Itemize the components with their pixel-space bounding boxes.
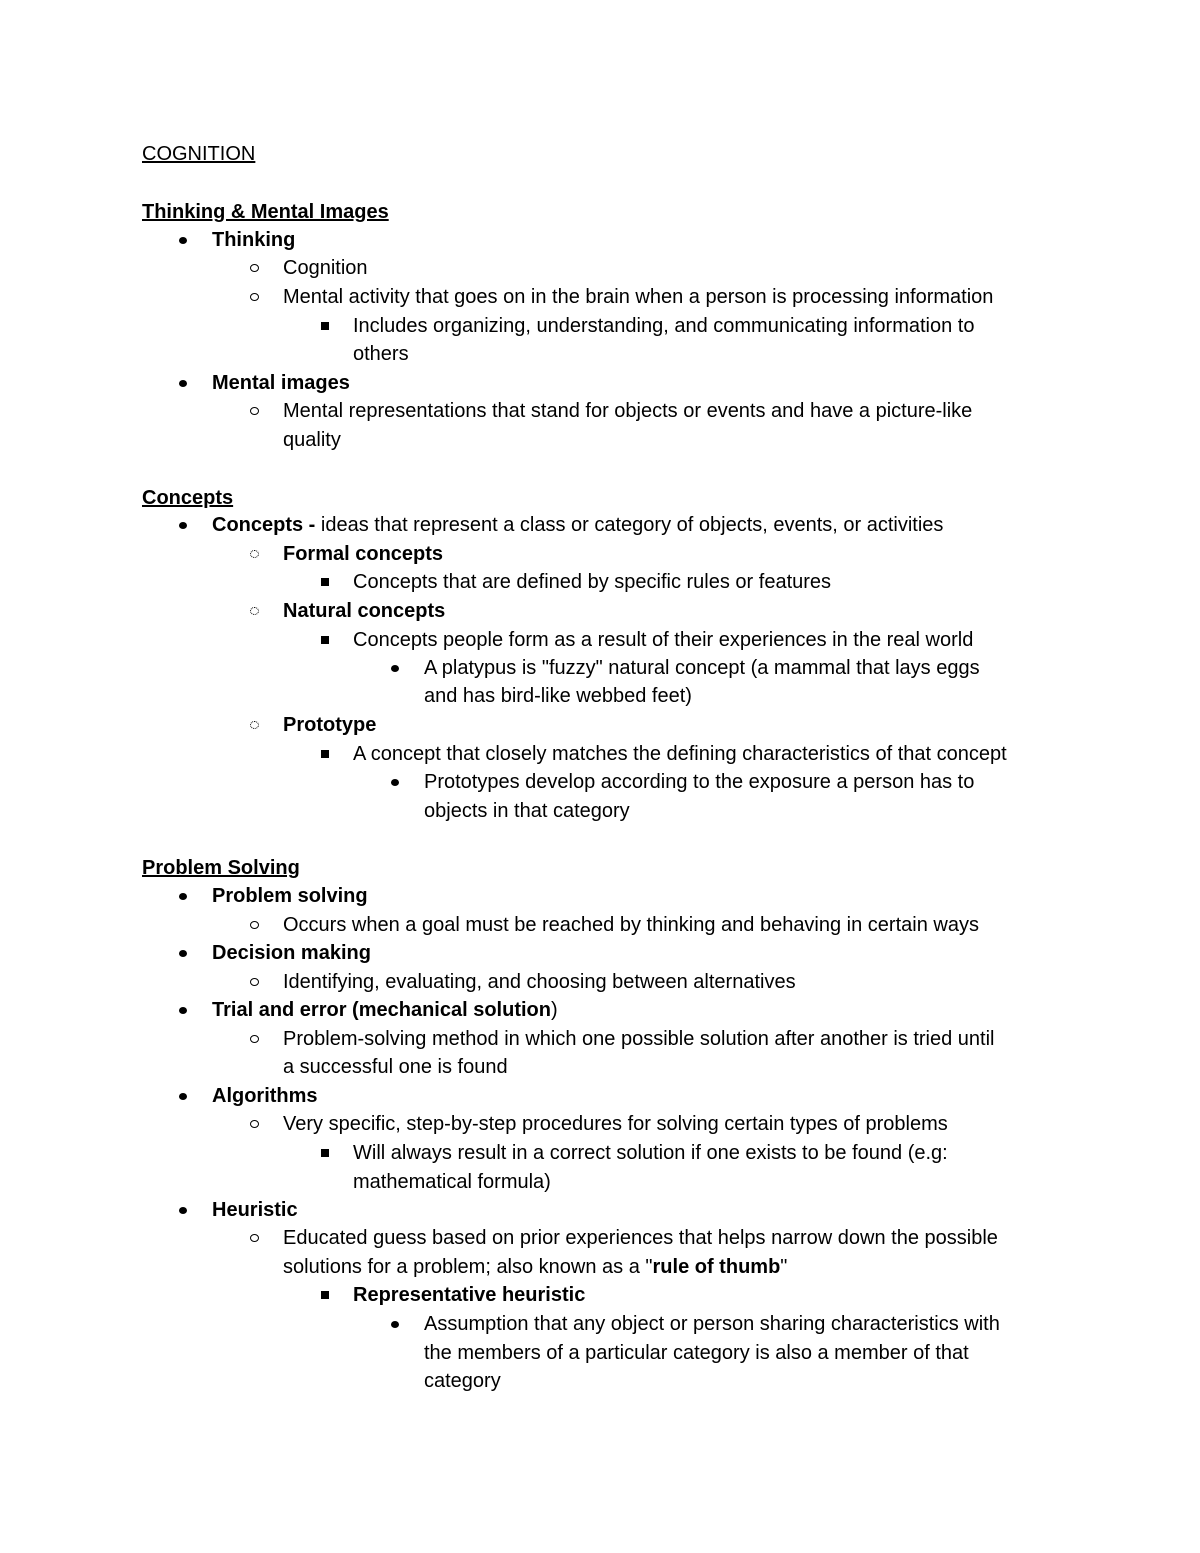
trial-and-error-def-line1: Problem-solving method in which one possible solution after another is tried until (283, 1028, 995, 1050)
term-problem-solving: Problem solving (212, 885, 368, 907)
prototype-def: A concept that closely matches the defining characteristics of that concept (353, 743, 1007, 765)
thinking-includes-line2: others (353, 343, 409, 365)
representative-def-line2: the members of a particular category is also a member of that (424, 1342, 969, 1364)
mental-images-def-line2: quality (283, 429, 341, 451)
thinking-cognition: Cognition (283, 257, 368, 279)
document-title: COGNITION (142, 143, 256, 165)
formal-concepts-def: Concepts that are defined by specific rules or features (353, 571, 832, 593)
prototype-dev-line1: Prototypes develop according to the exposure a person has to (424, 771, 975, 793)
concepts-definition (212, 511, 943, 540)
term-representative-heuristic: Representative heuristic (353, 1284, 586, 1306)
natural-concepts-def: Concepts people form as a result of their experiences in the real world (353, 629, 974, 651)
concepts-def-text: ideas that represent a class or category of objects, events, or activities (315, 514, 944, 536)
prototype-dev-line2: objects in that category (424, 800, 630, 822)
term-concepts: Concepts - (212, 514, 316, 536)
algorithms-sub-line2: mathematical formula) (353, 1171, 551, 1193)
algorithms-sub-line1: Will always result in a correct solution if one exists to be found (e.g: (353, 1142, 948, 1164)
section-heading-concepts: Concepts (142, 487, 234, 509)
term-prototype: Prototype (283, 714, 377, 736)
term-formal-concepts: Formal concepts (283, 543, 444, 565)
section-heading-problem-solving: Problem Solving (142, 857, 300, 879)
term-natural-concepts: Natural concepts (283, 600, 446, 622)
algorithms-def: Very specific, step-by-step procedures for solving certain types of problems (283, 1113, 948, 1135)
mental-images-def-line1: Mental representations that stand for objects or events and have a picture-like (283, 400, 973, 422)
heuristic-def-line1: Educated guess based on prior experiences that helps narrow down the possible (283, 1227, 998, 1249)
platypus-example-line2: and has bird-like webbed feet) (424, 685, 692, 707)
heuristic-def-line2-a: solutions for a problem; also known as a " (283, 1256, 653, 1278)
decision-making-def: Identifying, evaluating, and choosing between alternatives (283, 971, 796, 993)
platypus-example-line1: A platypus is "fuzzy" natural concept (a mammal that lays eggs (424, 657, 980, 679)
trial-and-error-def-line2: a successful one is found (283, 1056, 508, 1078)
term-mental-images: Mental images (212, 372, 350, 394)
term-algorithms: Algorithms (212, 1085, 318, 1107)
term-thinking: Thinking (212, 229, 296, 251)
term-rule-of-thumb: rule of thumb (652, 1256, 781, 1278)
problem-solving-def: Occurs when a goal must be reached by thinking and behaving in certain ways (283, 914, 979, 936)
trial-and-error-paren: ) (550, 999, 558, 1021)
representative-def-line1: Assumption that any object or person sharing characteristics with (424, 1313, 1000, 1335)
trial-and-error-line (212, 996, 558, 1025)
heuristic-def-line2 (283, 1253, 787, 1282)
thinking-definition: Mental activity that goes on in the brain when a person is processing information (283, 286, 994, 308)
heuristic-def-line2-c: " (780, 1256, 788, 1278)
term-trial-and-error: Trial and error (mechanical solution (212, 999, 551, 1021)
section-heading-thinking: Thinking & Mental Images (142, 201, 389, 223)
representative-def-line3: category (424, 1370, 501, 1392)
thinking-includes-line1: Includes organizing, understanding, and communicating information to (353, 315, 975, 337)
term-heuristic: Heuristic (212, 1199, 298, 1221)
term-decision-making: Decision making (212, 942, 371, 964)
